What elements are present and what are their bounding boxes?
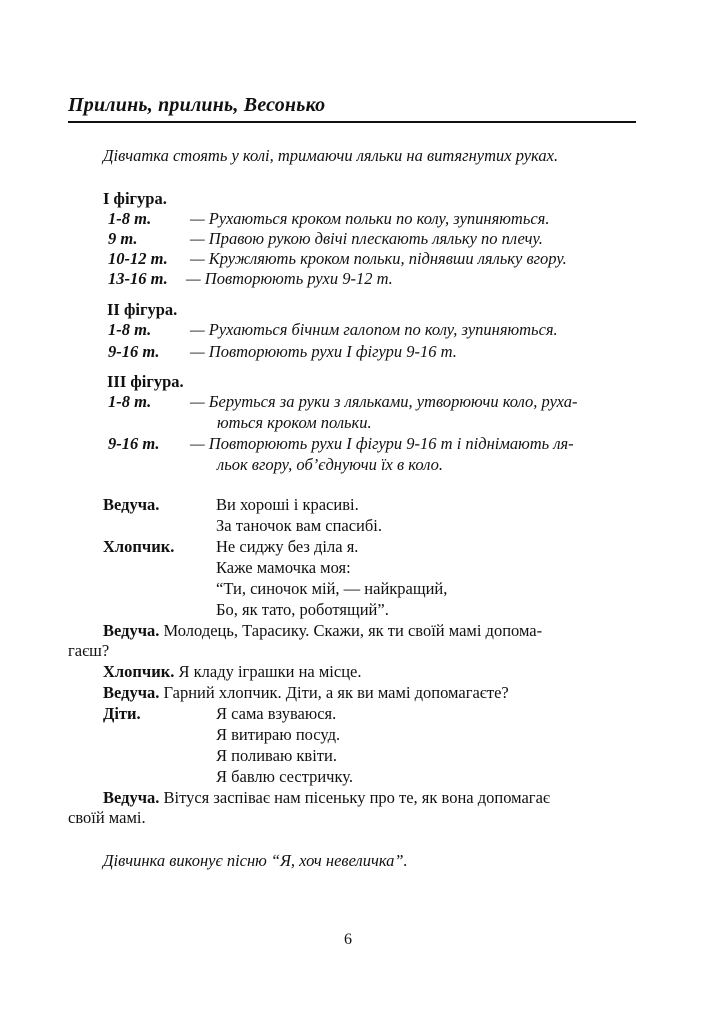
- title-rule: [68, 121, 636, 123]
- leader-intro-cont: своїй мамі.: [68, 808, 146, 827]
- leader-question-2: Гарний хлопчик. Діти, а як ви мамі допомагаєте?: [163, 683, 509, 702]
- speaker-boy-1: Хлопчик.: [103, 537, 175, 556]
- boy-poem-line-1: Не сиджу без діла я.: [216, 537, 359, 556]
- figure-3-move-1: — Беруться за руки з ляльками, утворюючи коло, руха-: [190, 392, 578, 411]
- closing-stage-direction: Дівчинка виконує пісню “Я, хоч невеличка”.: [103, 851, 408, 870]
- figure-1-bars-2: 9 т.: [108, 229, 138, 248]
- leader-intro: Вітуся заспіває нам пісеньку про те, як вона допомагає: [163, 788, 550, 807]
- leader-poem-line-2: За таночок вам спасибі.: [216, 516, 382, 535]
- figure-1-move-2: — Правою рукою двічі плескають ляльку по плечу.: [190, 229, 543, 248]
- figure-1-bars-1: 1-8 т.: [108, 209, 152, 228]
- figure-3-move-1-cont: ються кроком польки.: [217, 413, 372, 432]
- speaker-leader-1: Ведуча.: [103, 495, 160, 514]
- figure-3-move-2-cont: льок вгору, об’єднуючи їх в коло.: [217, 455, 443, 474]
- figure-1-move-4: — Повторюють рухи 9-12 т.: [186, 269, 393, 288]
- page-number: 6: [344, 931, 352, 948]
- figure-2-move-1: — Рухаються бічним галопом по колу, зупиняються.: [190, 320, 558, 339]
- kids-line-3: Я поливаю квіти.: [216, 746, 337, 765]
- leader-intro-line: [103, 788, 550, 808]
- speaker-boy-2: Хлопчик.: [103, 662, 175, 681]
- figure-1-bars-3: 10-12 т.: [108, 249, 168, 268]
- boy-poem-line-4: Бо, як тато, роботящий”.: [216, 600, 389, 619]
- figure-2-bars-1: 1-8 т.: [108, 320, 152, 339]
- leader-question-1-cont: гаєш?: [68, 641, 110, 660]
- intro-stage-direction: Дівчатка стоять у колі, тримаючи ляльки на витягнутих руках.: [103, 146, 559, 165]
- leader-poem-line-1: Ви хороші і красиві.: [216, 495, 359, 514]
- kids-line-1: Я сама взуваюся.: [216, 704, 337, 723]
- figure-1-heading: І фігура.: [103, 189, 167, 208]
- figure-3-move-2: — Повторюють рухи І фігури 9-16 т і піднімають ля-: [190, 434, 574, 453]
- figure-1-move-1: — Рухаються кроком польки по колу, зупиняються.: [190, 209, 550, 228]
- figure-1-bars-4: 13-16 т.: [108, 269, 168, 288]
- kids-line-4: Я бавлю сестричку.: [216, 767, 353, 786]
- boy-answer: Я кладу іграшки на місце.: [178, 662, 362, 681]
- leader-question-1-line: [103, 621, 542, 641]
- figure-2-move-2: — Повторюють рухи І фігури 9-16 т.: [190, 342, 457, 361]
- speaker-leader-3: Ведуча.: [103, 683, 160, 702]
- boy-answer-line: [103, 662, 361, 682]
- leader-question-2-line: [103, 683, 509, 703]
- page-title: Прилинь, прилинь, Весонько: [68, 94, 326, 116]
- figure-2-heading: ІІ фігура.: [107, 300, 178, 319]
- leader-question-1: Молодець, Тарасику. Скажи, як ти своїй мамі допома-: [163, 621, 543, 640]
- figure-2-bars-2: 9-16 т.: [108, 342, 160, 361]
- boy-poem-line-2: Каже мамочка моя:: [216, 558, 351, 577]
- speaker-kids: Діти.: [103, 704, 141, 723]
- speaker-leader-2: Ведуча.: [103, 621, 160, 640]
- figure-3-bars-2: 9-16 т.: [108, 434, 160, 453]
- figure-1-move-3: — Кружляють кроком польки, піднявши ляльку вгору.: [190, 249, 567, 268]
- kids-line-2: Я витираю посуд.: [216, 725, 341, 744]
- speaker-leader-4: Ведуча.: [103, 788, 160, 807]
- figure-3-bars-1: 1-8 т.: [108, 392, 152, 411]
- figure-3-heading: ІІІ фігура.: [107, 372, 184, 391]
- boy-poem-line-3: “Ти, синочок мій, — найкращий,: [216, 579, 448, 598]
